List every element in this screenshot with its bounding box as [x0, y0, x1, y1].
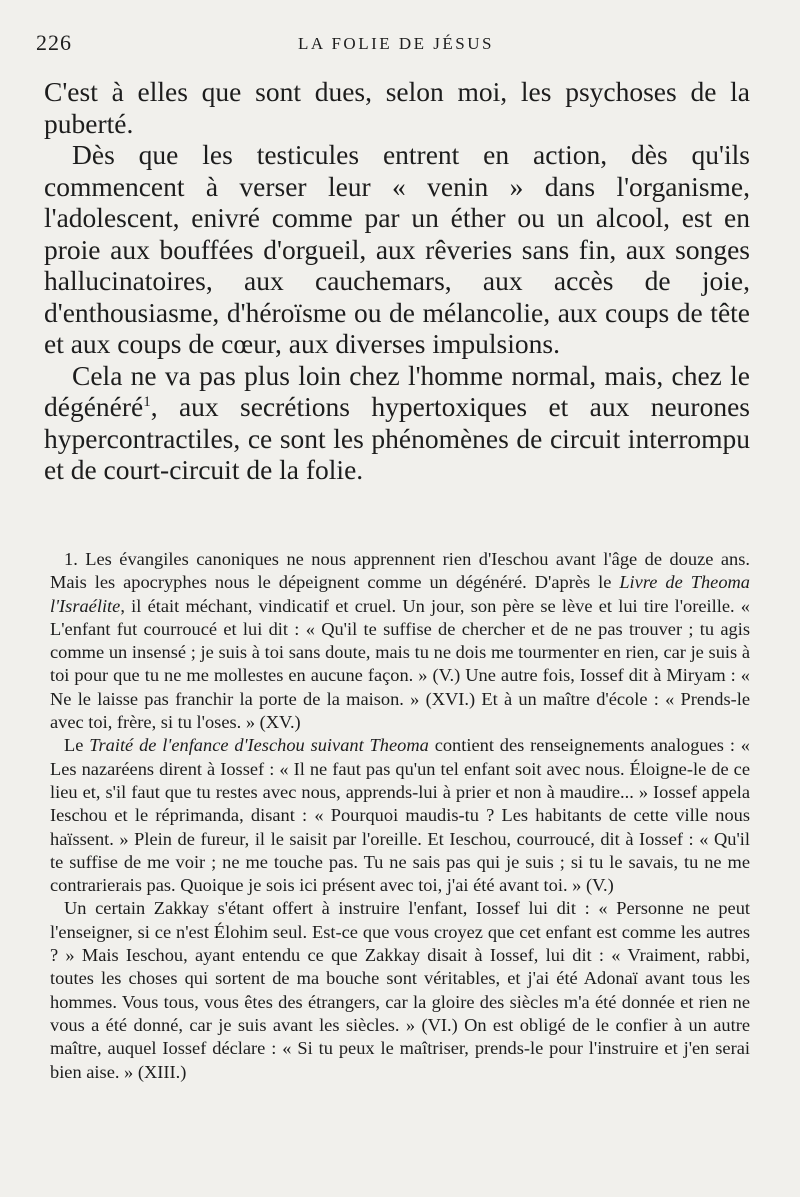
main-text — [44, 76, 750, 486]
footnote-paragraph-2 — [50, 734, 750, 897]
footnote-paragraph-3: Un certain Zakkay s'étant offert à instruire l'enfant, Iossef lui dit : « Personne ne peut l'enseigner, si ce n'est Élohim seul. Est-ce que vous croyez que cet enfant est comme les autres ? » Mais Ieschou, ayant entendu ce que Zakkay disait à Iossef, lui dit : « Vraiment, rabbi, toutes les choses qui sortent de ma bouche sont véritables, et j'ai été Adonaï avant tous les hommes. Vous tous, vous êtes des étrangers, car la gloire des siècles m'a été donnée et rien ne vous a été donné, car je suis avant les siècles. » (VI.) On est obligé de le confier à un autre maître, auquel Iossef déclare : « Si tu peux le maîtriser, prends-le pour l'instruire et j'en serai bien aise. » (XIII.) — [50, 898, 750, 1082]
footnote-1 — [50, 548, 750, 734]
paragraph-2: Dès que les testicules entrent en action, dès qu'ils commencent à verser leur « venin » dans l'organisme, l'adolescent, enivré comme par un éther ou un alcool, est en proie aux bouffées d'orgueil, aux rêveries sans fin, aux songes hallucinatoires, aux cauchemars, aux accès de joie, d'enthousiasme, d'héroïsme ou de mélancolie, aux coups de tête et aux coups de cœur, aux diverses impulsions. — [44, 139, 750, 359]
paragraph-1: C'est à elles que sont dues, selon moi, les psychoses de la puberté. — [44, 76, 750, 139]
footnote-reference[interactable]: 1 — [143, 393, 151, 410]
paragraph-3-part-b: , aux secrétions hypertoxiques et aux neurones hypercontractiles, ce sont les phénomènes de circuit interrompu et de court-circuit de la folie. — [44, 391, 750, 485]
footnotes — [50, 548, 750, 1084]
page-number: 226 — [36, 30, 72, 55]
paragraph-3 — [44, 360, 750, 486]
footnote-1-part-b: , il était méchant, vindicatif et cruel. Un jour, son père se lève et lui tire l'oreille. « L'enfant fut courroucé et lui dit : « Qu'il te suffise de chercher et de ne pas trouver ; tu agis comme un insensé ; je suis à toi sans doute, mais tu ne dois me tourmenter en rien, car je suis à toi pour que tu ne me mollestes en aucune façon. » (V.) Une autre fois, Iossef dit à Miryam : « Ne le laisse pas franchir la porte de la maison. » (XVI.) Et à un maître d'école : « Prends-le avec toi, frère, si tu l'oses. » (XV.) — [50, 595, 750, 733]
footnote-1-book-title: Livre de Theoma l'Israélite — [50, 572, 750, 616]
footnote-2-book-title: Traité de l'enfance d'Ieschou suivant Theoma — [89, 735, 429, 756]
footnote-2-part-a: Le — [64, 735, 90, 756]
page-header — [36, 30, 756, 60]
running-title: LA FOLIE DE JÉSUS — [298, 34, 494, 53]
footnote-1-part-a: 1. Les évangiles canoniques ne nous apprennent rien d'Ieschou avant l'âge de douze ans. Mais les apocryphes nous le dépeignent comme un dégénéré. D'après le — [50, 549, 750, 593]
paragraph-3-part-a: Cela ne va pas plus loin chez l'homme normal, mais, chez le dégénéré — [44, 359, 750, 422]
footnote-2-part-b: contient des renseignements analogues : « Les nazaréens dirent à Iossef : « Il ne faut pas qu'un tel enfant soit avec nous. Éloigne-le de ce lieu et, s'il faut que tu restes avec nous, apprends-lui à prier et non à maudire... » Iossef appela Ieschou et le réprimanda, disant : « Pourquoi maudis-tu ? Les habitants de cette ville nous haïssent. » Plein de fureur, il le saisit par l'oreille. Et Ieschou, courroucé, dit à Iossef : « Qu'il te suffise de me voir ; ne me touche pas. Tu ne sais pas qui je suis ; si tu le savais, tu ne me contrarierais pas. Quoique je sois ici présent avec toi, j'ai été avant toi. » (V.) — [50, 735, 750, 896]
